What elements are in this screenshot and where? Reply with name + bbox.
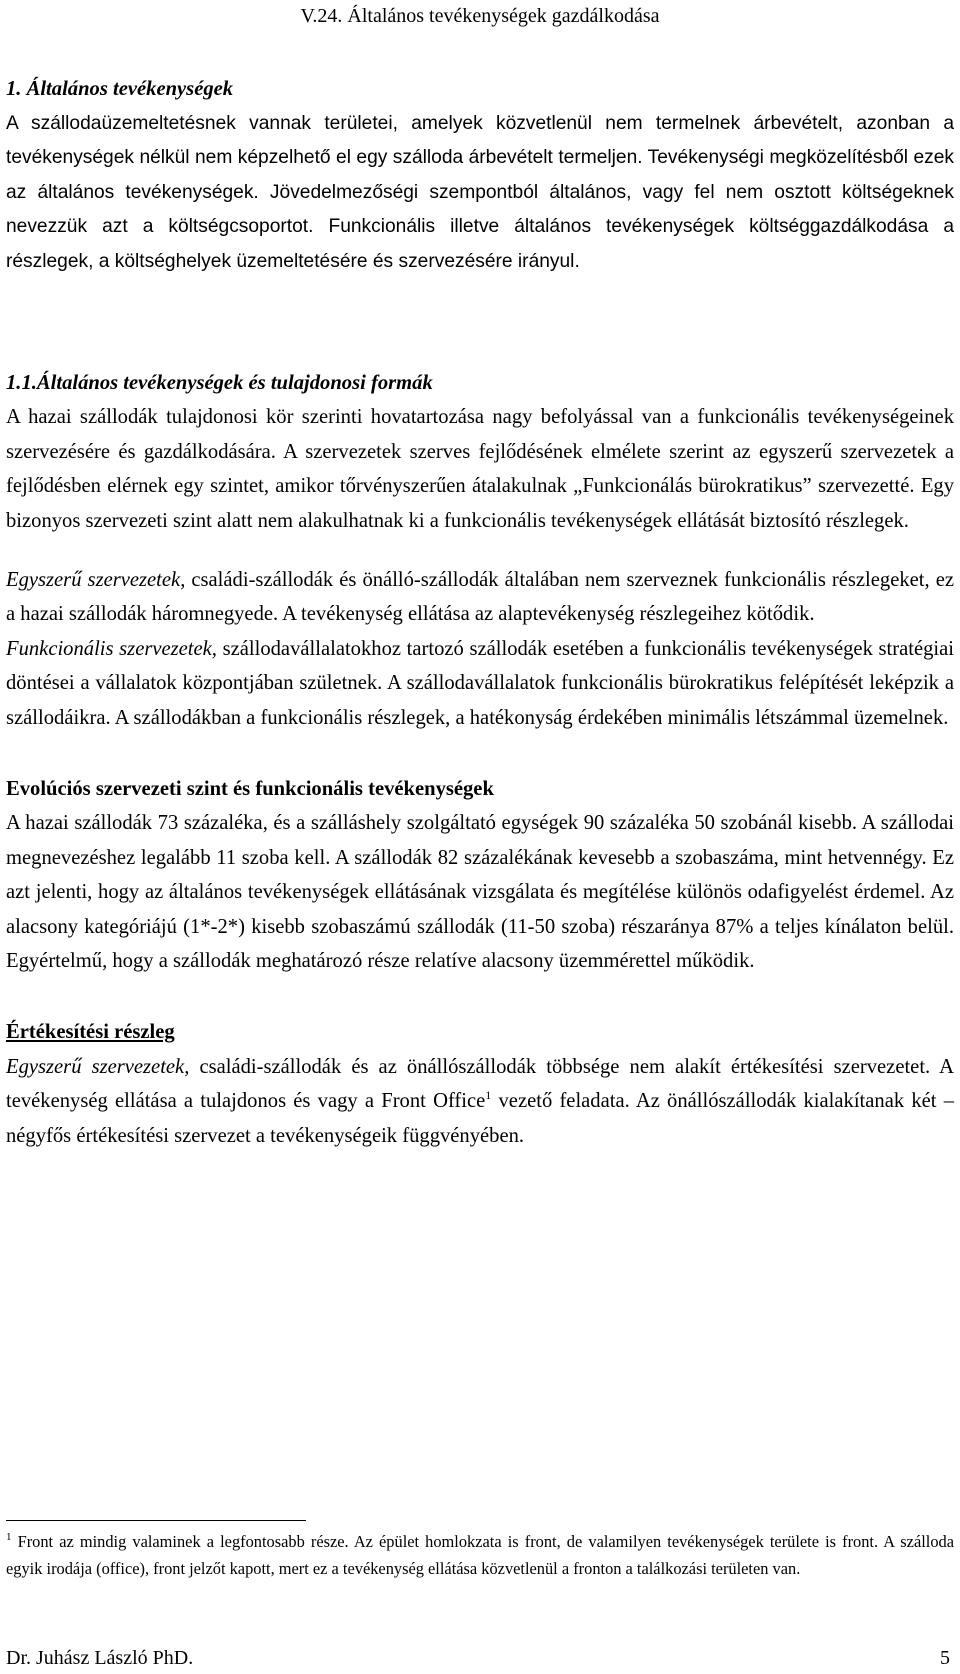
section-1-1-paragraph-2 bbox=[6, 563, 954, 632]
section-1-heading: 1. Általános tevékenységek bbox=[6, 78, 234, 100]
term-simple-org: Egyszerű szervezetek bbox=[6, 568, 181, 591]
section-1-1-paragraph-1: A hazai szállodák tulajdonosi kör szerinti hovatartozása nagy befolyással van a funkcionális tevékenységeinek szervezésére és gazdálkodására. A szervezetek szerves fejlődésének elmélete szerint az egyszerű szervezetek a fejlődésben elérnek egy szintet, amikor tőrvényszerűen átalakulnak „Funkcionálás bürokratikus” szervezetté. Egy bizonyos szervezeti szint alatt nem alakulhatnak ki a funkcionális tevékenységek ellátását biztosító részlegek. bbox=[6, 406, 954, 532]
section-1-paragraph: A szállodaüzemeltetésnek vannak területei, amelyek közvetlenül nem termelnek árbevételt, azonban a tevékenységek nélkül nem képzelhető el egy szálloda árbevételt termeljen. Tevékenységi megközelítésből ezek az általános tevékenységek. Jövedelmezőségi szempontból általános, vagy fel nem osztott költségeknek nevezzük azt a költségcsoportot. Funkcionális illetve általános tevékenységek költséggazdálkodása a részlegek, a költséghelyek üzemeltetésére és szervezésére irányul. bbox=[6, 112, 954, 272]
sales-heading: Értékesítési részleg bbox=[6, 1021, 175, 1044]
section-1-1-heading: 1.1.Általános tevékenységek és tulajdonosi formák bbox=[6, 371, 433, 394]
term-functional-org: Funkcionális szervezetek, bbox=[6, 637, 217, 660]
sales-paragraph bbox=[6, 1050, 954, 1154]
evolution-paragraph: A hazai szállodák 73 százaléka, és a szálláshely szolgáltató egységek 90 százaléka 50 szobánál kisebb. A szállodai megnevezéshez legalább 11 szoba kell. A szállodák 82 százalékának kevesebb a szobaszáma, mint hetvennégy. Ez azt jelenti, hogy az általános tevékenységek ellátásának vizsgálata és megítélése különös odafigyelést érdemel. Az alacsony kategóriájú (1*-2*) kisebb szobaszámú szállodák (11-50 szoba) részaránya 87% a teljes kínálaton belül. Egyértelmű, hogy a szállodák meghatározó része relatíve alacsony üzemmérettel működik. bbox=[6, 812, 954, 973]
spacer bbox=[6, 736, 954, 772]
footnote-separator bbox=[6, 1520, 306, 1521]
footnote bbox=[6, 1528, 954, 1582]
footnote-text: Front az mindig valaminek a legfontosabb része. Az épület homlokzata is front, de valamilyen tevékenységek területe is front. A szálloda egyik irodája (office), front jelzőt kapott, mert ez a tevékenység ellátása közvetlenül a fronton a találkozási területen van. bbox=[6, 1532, 954, 1578]
paragraph-text: szállodavállalatokhoz tartozó szállodák esetében a funkcionális tevékenységek stratégiai döntései a vállalatok központjában születnek. A szállodavállalatok funkcionális bürokratikus felépítését leképzik a szállodáikra. A szállodákban a funkcionális részlegek, a hatékonyság érdekében minimális létszámmal üzemelnek. bbox=[6, 637, 954, 729]
evolution-heading: Evolúciós szervezeti szint és funkcionális tevékenységek bbox=[6, 777, 494, 800]
paragraph-text: családi-szállodák és az önállószállodák többsége nem alakít értékesítési szervezetet. A tevékenység ellátása a tulajdonos és vagy a Front Office bbox=[6, 1055, 955, 1113]
section-1-1-paragraph-3 bbox=[6, 632, 954, 736]
paragraph-text: vezető feladata. Az önállószállodák kialakítanak két – négyfős értékesítési szervezet a tevékenységeik függvényében. bbox=[6, 1090, 955, 1147]
spacer bbox=[6, 979, 954, 1015]
paragraph-text: , családi-szállodák és önálló-szállodák általában nem szerveznek funkcionális részlegeket, ez a hazai szállodák háromnegyede. A tevékenység ellátása az alaptevékenység részlegeihez kötődik. bbox=[6, 568, 954, 626]
running-header: V.24. Általános tevékenységek gazdálkodása bbox=[300, 5, 660, 27]
footnote-reference[interactable]: 1 bbox=[485, 1088, 492, 1103]
term-simple-org: Egyszerű szervezetek, bbox=[6, 1055, 190, 1078]
spacer bbox=[6, 539, 954, 563]
page-number: 5 bbox=[940, 1647, 950, 1669]
footer-author: Dr. Juhász László PhD. bbox=[6, 1647, 194, 1669]
spacer bbox=[6, 280, 954, 366]
main-content bbox=[6, 72, 954, 1153]
footnote-mark: 1 bbox=[6, 1531, 12, 1543]
